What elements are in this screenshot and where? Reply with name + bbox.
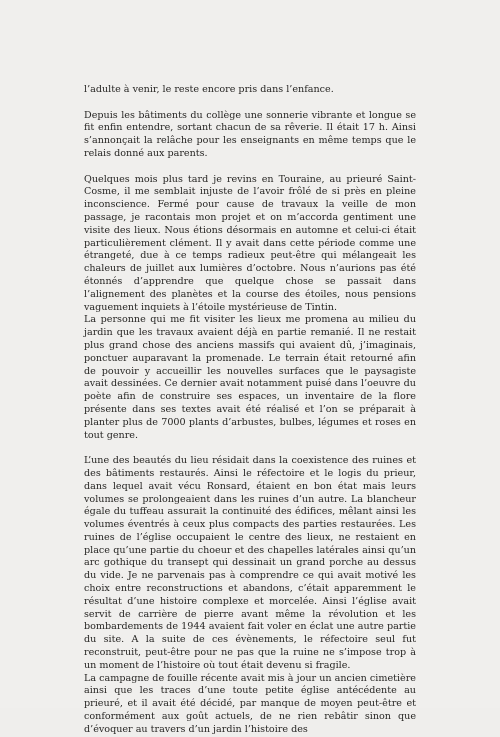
paragraph-4: La personne qui me fit visiter les lieux me promena au milieu du jardin que les travaux avaient déjà en partie remanié. Il ne restait plus grand chose des anciens massifs qui avaient dû, j’imaginais, ponctuer auparavant la promenade. Le terrain était retourné afin de pouvoir y accueillir les nouvelles surfaces que le paysagiste avait dessinées. Ce dernier avait notamment puisé dans l’oeuvre du poète afin de construire ses espaces, un inventaire de la flore présente dans ses textes avait été réalisé et l’on se préparait à planter plus de 7000 plants d’arbustes, bulbes, légumes et roses en tout genre. — [84, 314, 416, 441]
paragraph-3: Quelques mois plus tard je revins en Touraine, au prieuré Saint-Cosme, il me semblait injuste de l’avoir frôlé de si près en pleine inconscience. Fermé pour cause de travaux la veille de mon passage, je racontais mon projet et on m’accorda gentiment une visite des lieux. Nous étions désormais en automne et celui-ci était particulièrement clément. Il y avait dans cette période comme une étrangeté, due à ce temps radieux peut-être qui mélangeait les chaleurs de juillet aux lumières d’octobre. Nous n’aurions pas été étonnés d’apprendre que quelque chose se passait dans l’alignement des planètes et la course des étoiles, nous pensions vaguement inquiets à l’étoile mystérieuse de Tintin. — [84, 173, 416, 313]
paragraph-1: l’adulte à venir, le reste encore pris dans l’enfance. — [84, 84, 334, 95]
text-block — [84, 84, 416, 737]
paragraph-5: L’une des beautés du lieu résidait dans la coexistence des ruines et des bâtiments restaurés. Ainsi le réfectoire et le logis du prieur, dans lequel avait vécu Ronsard, étaient en bon état mais leurs volumes se prolongeaient dans les ruines d’un autre. La blancheur égale du tuffeau assurait la continuité des édifices, mêlant ainsi les volumes éventrés à ceux plus compacts des parties restaurées. Les ruines de l’église occupaient le centre des lieux, ne restaient en place qu’une partie du choeur et des chapelles latérales ainsi qu’un arc gothique du transept qui dessinait un grand porche au dessus du vide. Je ne parvenais pas à comprendre ce qui avait motivé les choix entre reconstructions et abandons, c’était apparemment le résultat d’une histoire complexe et morcelée. Ainsi l’église avait servit de carrière de pierre avant même la révolution et les bombardements de 1944 avaient fait voler en éclat une autre partie du site. A la suite de ces évènements, le réfectoire seul fut reconstruit, peut-être pour ne pas que la ruine ne s’impose trop à un moment de l’histoire où tout était devenu si fragile. — [84, 455, 416, 671]
paragraph-2: Depuis les bâtiments du collège une sonnerie vibrante et longue se fit enfin entendre, sortant chacun de sa rêverie. Il était 17 h. Ainsi s’annonçait la relâche pour les enseignants en même temps que le relais donné aux parents. — [84, 109, 416, 159]
paragraph-6: La campagne de fouille récente avait mis à jour un ancien cimetière ainsi que les traces d’une toute petite église antécédente au prieuré, et il avait été décidé, par manque de moyen peut-être et conformément aux goût actuels, de ne rien rebâtir sinon que d’évoquer au travers d’un jardin l’histoire des — [84, 672, 416, 735]
